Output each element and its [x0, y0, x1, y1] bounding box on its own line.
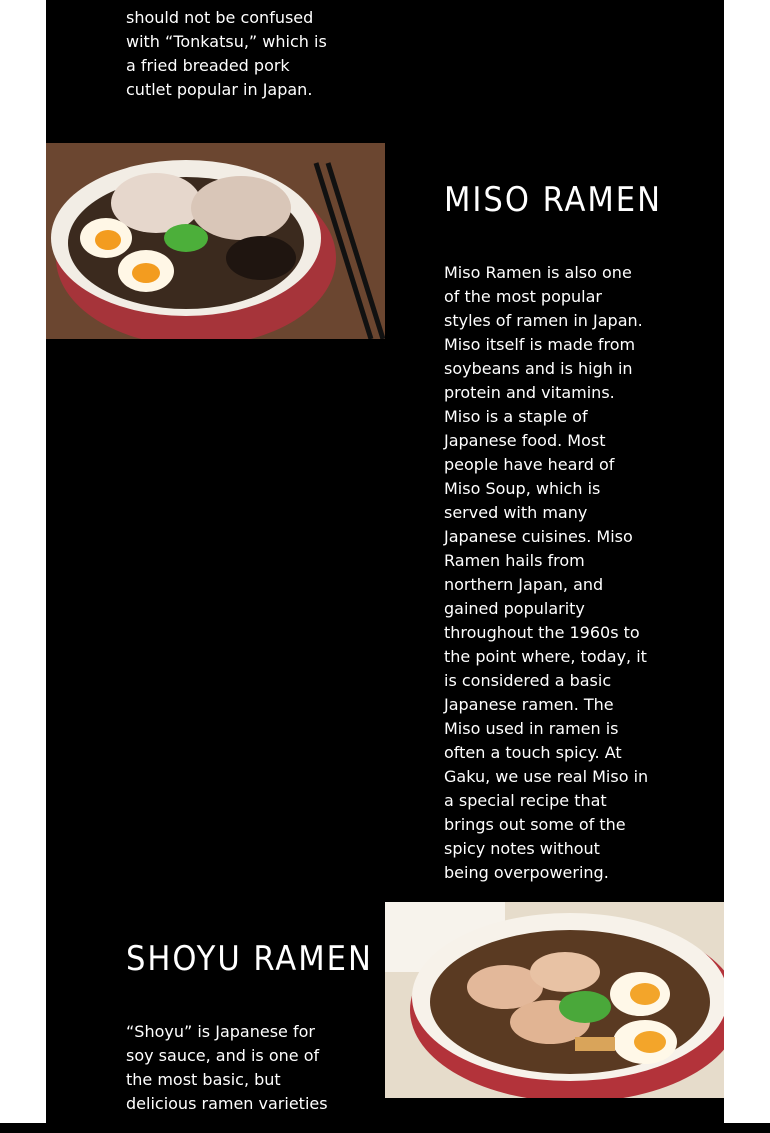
- miso-ramen-description: Miso Ramen is also one of the most popular styles of ramen in Japan. Miso itself is made from soybeans and is high in protein and vitamins. Miso is a staple of Japanese food. Most people have heard of Miso Soup, which is served with many Japanese cuisines. Miso Ramen hails from northern Japan, and gained popularity throughout the 1960s to the point where, today, it is considered a basic Japanese ramen. The Miso used in ramen is often a touch spicy. At Gaku, we use real Miso in a special recipe that brings out some of the spicy notes without being overpowering.: [444, 263, 649, 882]
- content-panel: [46, 0, 724, 1123]
- shoyu-ramen-description: “Shoyu” is Japanese for soy sauce, and is one of the most basic, but delicious ramen varieties: [126, 1022, 328, 1113]
- miso-ramen-title: MISO RAMEN: [444, 180, 663, 220]
- shoyu-ramen-title: SHOYU RAMEN: [126, 939, 373, 979]
- shoyu-ramen-image: [385, 902, 724, 1098]
- bottom-strip: [0, 1123, 770, 1133]
- tonkatsu-description: should not be confused with “Tonkatsu,” which is a fried breaded pork cutlet popular in Japan.: [126, 8, 327, 99]
- miso-ramen-image: [46, 143, 385, 339]
